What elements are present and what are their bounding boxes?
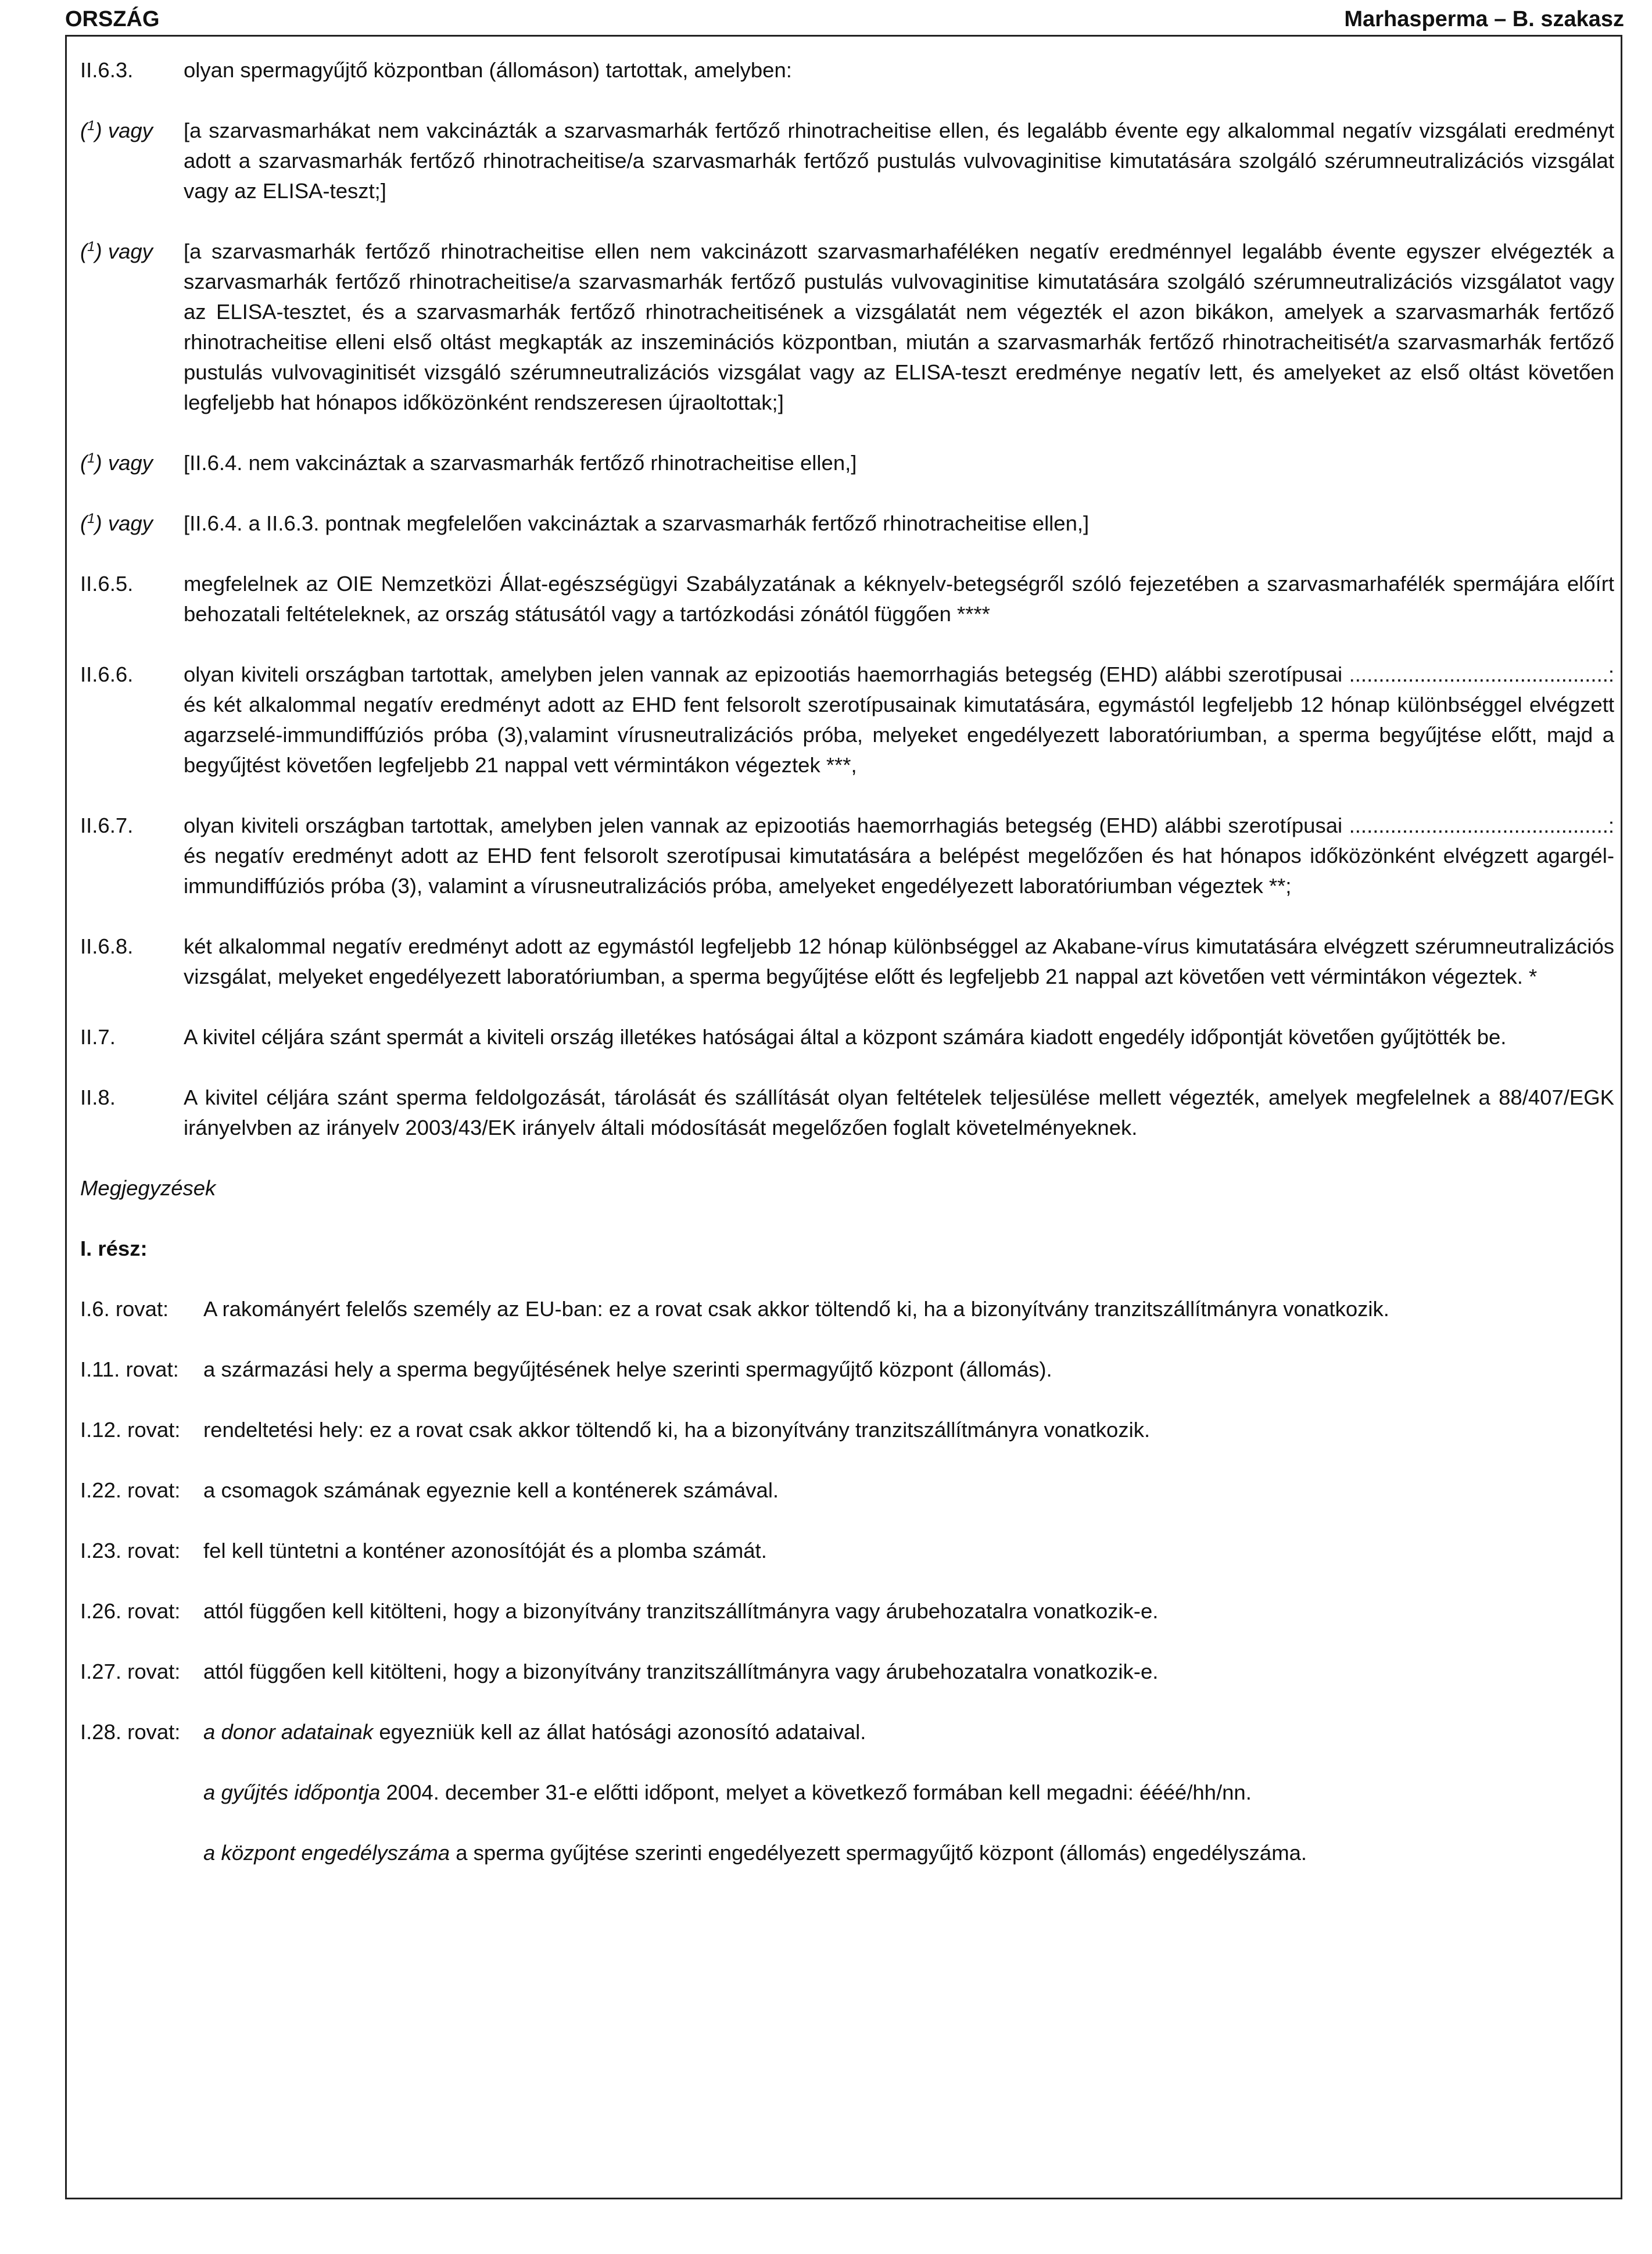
item-text: A kivitel céljára szánt spermát a kiviteli ország illetékes hatóságai által a központ számára kiadott engedély időpontját követően gyűjtötték be. xyxy=(184,1025,1507,1049)
option-label: ($^1$) vagy xyxy=(80,450,153,475)
note-label: I.11. rovat: xyxy=(80,1357,179,1381)
item-text: olyan kiviteli országban tartottak, amelyben jelen vannak az epizootiás haemorrhagiás betegség (EHD) alábbi szerotípusai ............................................: és negatív eredményt adott az EHD fent felsorolt szerotípusai kimutatására a belépést megelőzően és hat hónapos időközönként elvégzett agargél-immundiffúziós próba (3), valamint a vírusneutralizációs próba, amelyeket engedélyezett laboratóriumban végeztek **; xyxy=(184,814,1614,898)
note-I-12 xyxy=(80,1415,1614,1445)
note-italic-term: a gyűjtés időpontja xyxy=(203,1780,381,1804)
note-italic-term: a donor adatainak xyxy=(203,1720,374,1744)
option-vagy: vagy xyxy=(107,511,153,535)
option-label: ($^1$) vagy xyxy=(80,510,153,535)
option-text: [II.6.4. a II.6.3. pontnak megfelelően vakcináztak a szarvasmarhák fertőző rhinotracheitise ellen,] xyxy=(184,511,1090,535)
note-label: I.28. rovat: xyxy=(80,1720,181,1744)
note-rest: egyezniük kell az állat hatósági azonosító adataival. xyxy=(373,1720,866,1744)
item-text: olyan kiviteli országban tartottak, amelyben jelen vannak az epizootiás haemorrhagiás betegség (EHD) alábbi szerotípusai ............................................: és két alkalommal negatív eredményt adott az EHD fent felsorolt szerotípusainak kimutatására, egymástól legfeljebb 12 hónap különbséggel elvégzett agarzselé-immundiffúziós próba (3),valamint vírusneutralizációs próba, melyeket engedélyezett laboratóriumban, a sperma begyűjtése előtt, majd a begyűjtést követően legfeljebb 21 nappal vett vérmintákon végeztek ***, xyxy=(184,662,1614,777)
footnote-ref: 1 xyxy=(87,117,95,134)
note-I-26 xyxy=(80,1596,1614,1626)
note-I-6 xyxy=(80,1294,1614,1324)
option-vagy: vagy xyxy=(107,451,153,475)
item-label: II.6.6. xyxy=(80,662,134,686)
item-II-7 xyxy=(80,1022,1614,1052)
option-vagy-4 xyxy=(80,508,1614,539)
note-italic-term: a központ engedélyszáma xyxy=(203,1841,450,1865)
note-text: a származási hely a sperma begyűjtésének helye szerinti spermagyűjtő központ (állomás). xyxy=(203,1357,1052,1381)
item-label: II.7. xyxy=(80,1025,116,1049)
item-text: két alkalommal negatív eredményt adott az egymástól legfeljebb 12 hónap különbséggel az Akabane-vírus kimutatására elvégzett szérumneutralizációs vizsgálat, melyeket engedélyezett laboratóriumban, a sperma begyűjtése előtt és legfeljebb 21 nappal azt követően vett vérmintákon végeztek. * xyxy=(184,934,1614,988)
footnote-ref: 1 xyxy=(87,510,95,526)
note-label: I.27. rovat: xyxy=(80,1660,181,1683)
note-I-27 xyxy=(80,1657,1614,1687)
note-label: I.12. rovat: xyxy=(80,1418,181,1442)
header-country: ORSZÁG xyxy=(65,7,160,31)
note-text: attól függően kell kitölteni, hogy a bizonyítvány tranzitszállítmányra vagy árubehozatalra vonatkozik-e. xyxy=(203,1599,1159,1623)
note-extra-approval-number xyxy=(80,1838,1614,1868)
note-text: rendeltetési hely: ez a rovat csak akkor töltendő ki, ha a bizonyítvány tranzitszállítmányra vonatkozik. xyxy=(203,1418,1151,1442)
note-text: attól függően kell kitölteni, hogy a bizonyítvány tranzitszállítmányra vagy árubehozatalra vonatkozik-e. xyxy=(203,1660,1159,1683)
note-rest: 2004. december 31-e előtti időpont, melyet a következő formában kell megadni: éééé/hh/nn. xyxy=(380,1780,1252,1804)
note-label: I.6. rovat: xyxy=(80,1297,169,1321)
header-section: Marhasperma – B. szakasz xyxy=(1344,7,1624,31)
item-label: II.6.3. xyxy=(80,58,134,82)
option-vagy: vagy xyxy=(107,239,153,263)
item-II-6-3 xyxy=(80,55,1614,85)
footnote-ref: 1 xyxy=(87,450,95,466)
item-label: II.6.8. xyxy=(80,934,134,958)
note-text: A rakományért felelős személy az EU-ban: ez a rovat csak akkor töltendő ki, ha a bizonyítvány tranzitszállítmányra vonatkozik. xyxy=(203,1297,1389,1321)
item-II-6-5 xyxy=(80,569,1614,629)
item-label: II.8. xyxy=(80,1085,116,1109)
note-text: fel kell tüntetni a konténer azonosítóját és a plomba számát. xyxy=(203,1539,767,1563)
footnote-ref: 1 xyxy=(87,238,95,255)
document-body xyxy=(80,55,1614,1898)
item-text: olyan spermagyűjtő központban (állomáson) tartottak, amelyben: xyxy=(184,58,792,82)
note-text: a csomagok számának egyeznie kell a konténerek számával. xyxy=(203,1478,779,1502)
item-II-6-8 xyxy=(80,931,1614,992)
note-label: I.23. rovat: xyxy=(80,1539,181,1563)
item-II-8 xyxy=(80,1083,1614,1143)
item-II-6-7 xyxy=(80,811,1614,901)
option-vagy-1 xyxy=(80,116,1614,206)
option-text: [a szarvasmarhák fertőző rhinotracheitise ellen nem vakcinázott szarvasmarhaféléken negatív eredménnyel legalább évente egyszer elvégezték a szarvasmarhák fertőző rhinotracheitise/a szarvasmarhák fertőző pustulás vulvovaginitise kimutatására szolgáló szérumneutralizációs vizsgálatot vagy az ELISA-tesztet, és a szarvasmarhák fertőző rhinotracheitisének a vizsgálatát nem végezték el azon bikákon, amelyek a szarvasmarhák fertőző rhinotracheitise elleni első oltást megkapták az inszeminációs központban, miután a szarvasmarhák fertőző rhinotracheitisét/a szarvasmarhák fertőző pustulás vulvovaginitisét vizsgáló szérumneutralizációs vizsgálat vagy az ELISA-teszt eredménye negatív lett, és amelyeket az első oltást követően legfeljebb hat hónapos időközönként rendszeresen újraoltottak;] xyxy=(184,239,1614,414)
option-label: ($^1$) vagy xyxy=(80,117,153,142)
option-text: [a szarvasmarhákat nem vakcinázták a szarvasmarhák fertőző rhinotracheitise ellen, és legalább évente egy alkalommal negatív vizsgálati eredményt adott a szarvasmarhák fertőző rhinotracheitise/a szarvasmarhák fertőző pustulás vulvovaginitise kimutatására szolgáló szérumneutralizációs vizsgálat vagy az ELISA-teszt;] xyxy=(184,119,1614,203)
part-title: I. rész: xyxy=(80,1237,148,1260)
option-vagy: vagy xyxy=(107,119,153,142)
notes-title: Megjegyzések xyxy=(80,1176,216,1200)
item-text: A kivitel céljára szánt sperma feldolgozását, tárolását és szállítását olyan feltételek teljesülése mellett végezték, amelyek megfelelnek a 88/407/EGK irányelvben az irányelv 2003/43/EK irányelv általi módosítását megelőzően foglalt követelményeknek. xyxy=(184,1085,1614,1139)
note-I-11 xyxy=(80,1354,1614,1385)
note-rest: a sperma gyűjtése szerinti engedélyezett spermagyűjtő központ (állomás) engedélyszáma. xyxy=(450,1841,1307,1865)
option-label: ($^1$) vagy xyxy=(80,238,153,263)
item-label: II.6.5. xyxy=(80,572,134,596)
note-text xyxy=(203,1717,1614,1747)
note-extra-collection-date xyxy=(80,1778,1614,1808)
note-I-22 xyxy=(80,1475,1614,1506)
option-vagy-3 xyxy=(80,448,1614,478)
item-label: II.6.7. xyxy=(80,814,134,837)
option-vagy-2 xyxy=(80,236,1614,418)
item-II-6-6 xyxy=(80,660,1614,780)
option-text: [II.6.4. nem vakcináztak a szarvasmarhák fertőző rhinotracheitise ellen,] xyxy=(184,451,857,475)
item-text: megfelelnek az OIE Nemzetközi Állat-egészségügyi Szabályzatának a kéknyelv-betegségről szóló fejezetében a szarvasmarhafélék spermájára előírt behozatali feltételeknek, az ország státusától vagy a tartózkodási zónától függően **** xyxy=(184,572,1614,626)
note-label: I.26. rovat: xyxy=(80,1599,181,1623)
note-label: I.22. rovat: xyxy=(80,1478,181,1502)
note-I-28 xyxy=(80,1717,1614,1747)
note-I-23 xyxy=(80,1536,1614,1566)
